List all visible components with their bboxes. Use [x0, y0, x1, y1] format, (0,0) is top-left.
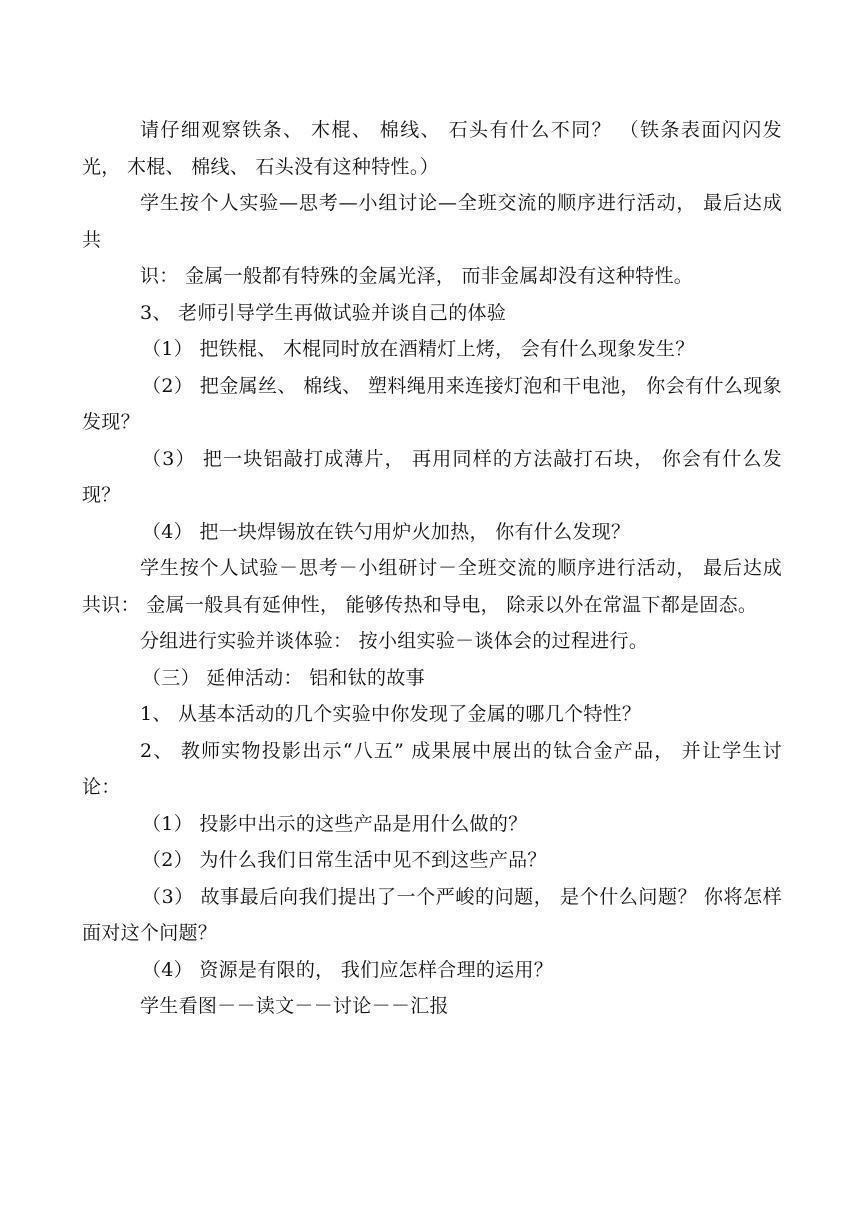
paragraph-sub-question-1: （1） 投影中出示的这些产品是用什么做的？: [142, 812, 528, 835]
paragraph-step-3-heading: 3、 老师引导学生再做试验并谈自己的体验: [140, 301, 507, 324]
paragraph-observe-question: 请仔细观察铁条、 木棍、 棉线、 石头有什么不同？ （铁条表面闪闪发光， 木棍、 棉线、 石头没有这种特性。）: [82, 119, 782, 178]
paragraph-student-activity-2: 学生按个人试验－思考－小组研讨－全班交流的顺序进行活动， 最后达成共识： 金属一般具有延伸性， 能够传热和导电， 除汞以外在常温下都是固态。: [82, 557, 782, 616]
paragraph-sub-question-4: （4） 资源是有限的， 我们应怎样合理的运用？: [142, 958, 554, 981]
paragraph-student-activity-1: 学生按个人实验—思考—小组讨论—全班交流的顺序进行活动， 最后达成共: [82, 192, 782, 251]
paragraph-experiment-4: （4） 把一块焊锡放在铁勺用炉火加热， 你有什么发现？: [142, 520, 631, 543]
paragraph-sub-question-2: （2） 为什么我们日常生活中见不到这些产品？: [142, 849, 547, 871]
paragraph-group-experiment: 分组进行实验并谈体验： 按小组实验－谈体会的过程进行。: [140, 630, 649, 652]
paragraph-student-process: 学生看图－－读文－－讨论－－汇报: [140, 995, 449, 1017]
paragraph-experiment-1: （1） 把铁棍、 木棍同时放在酒精灯上烤， 会有什么现象发生？: [142, 338, 695, 360]
paragraph-experiment-3: （3） 把一块铝敲打成薄片， 再用同样的方法敲打石块， 你会有什么发现？: [82, 447, 782, 506]
paragraph-consensus-luster: 识： 金属一般都有特殊的金属光泽， 而非金属却没有这种特性。: [140, 265, 694, 287]
paragraph-question-1: 1、 从基本活动的几个实验中你发现了金属的哪几个特性？: [140, 703, 642, 725]
document-body: [82, 112, 782, 1025]
paragraph-section-3-heading: （三） 延伸活动： 铝和钛的故事: [142, 666, 425, 689]
paragraph-question-2: 2、 教师实物投影出示“八五” 成果展中展出的钛合金产品， 并让学生讨论：: [82, 739, 782, 798]
paragraph-sub-question-3: （3） 故事最后向我们提出了一个严峻的问题， 是个什么问题？ 你将怎样面对这个问题？: [82, 885, 782, 944]
paragraph-experiment-2: （2） 把金属丝、 棉线、 塑料绳用来连接灯泡和干电池， 你会有什么现象发现？: [82, 374, 782, 433]
